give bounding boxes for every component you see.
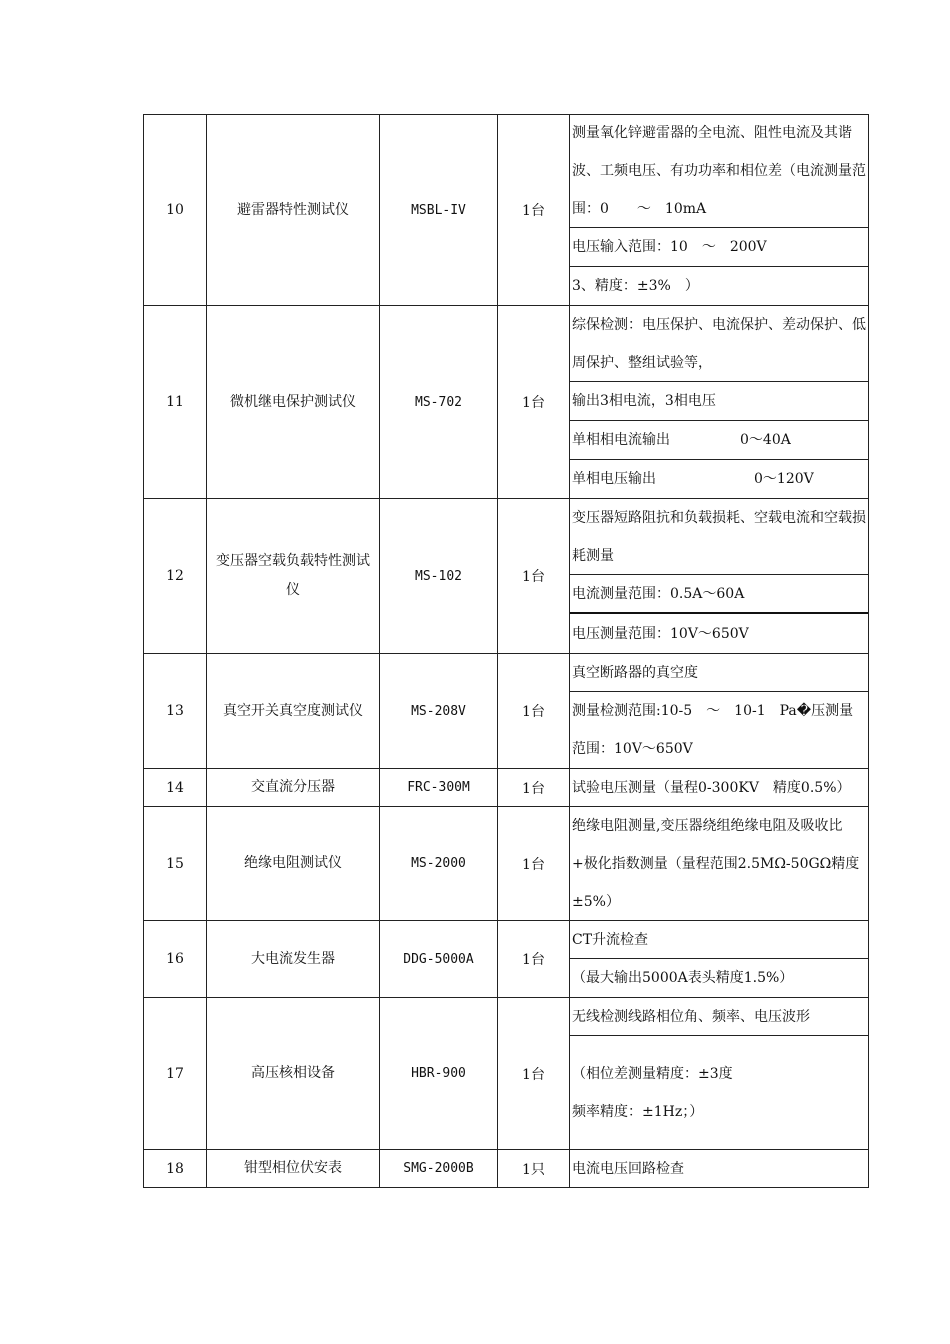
- table-row: [144, 654, 869, 769]
- table-row: [144, 769, 869, 807]
- spec-line: 3、精度：±3% ）: [572, 278, 699, 294]
- spec-line: 绝缘电阻测量,变压器绕组绝缘电阻及吸收比+极化指数测量（量程范围2.5MΩ-50GΩ精度±5%）: [572, 817, 860, 910]
- equipment-quantity: 1台: [498, 807, 570, 921]
- equipment-model: MS-702: [380, 306, 498, 499]
- spec-cell: [570, 306, 869, 499]
- equipment-quantity: 1台: [498, 654, 570, 769]
- table-row: [144, 1150, 869, 1188]
- table-row: [144, 998, 869, 1150]
- equipment-name: 变压器空载负载特性测试仪: [207, 499, 380, 654]
- spec-line: 无线检测线路相位角、频率、电压波形: [570, 998, 868, 1036]
- equipment-name: 交直流分压器: [207, 769, 380, 807]
- table-row: [144, 499, 869, 654]
- row-number: 12: [144, 499, 207, 654]
- row-number: 16: [144, 921, 207, 998]
- spec-line: CT升流检查: [570, 921, 868, 959]
- spec-line: （相位差测量精度：±3度 频率精度：±1Hz；）: [572, 1065, 887, 1120]
- spec-cell: [570, 998, 887, 1150]
- spec-cell: [570, 1150, 869, 1188]
- spec-line: 测量检测范围:10-5 ～ 10-1 Pa�压测量范围：10V～650V: [572, 703, 854, 757]
- equipment-name: 大电流发生器: [207, 921, 380, 998]
- spec-line: （最大输出5000A表头精度1.5%）: [572, 970, 794, 986]
- equipment-model: MSBL-IV: [380, 115, 498, 306]
- equipment-quantity: 1台: [498, 921, 570, 998]
- equipment-name: 绝缘电阻测试仪: [207, 807, 380, 921]
- spec-line: 输出3相电流，3相电压: [570, 382, 868, 421]
- equipment-model: MS-102: [380, 499, 498, 654]
- spec-line: 电压输入范围：10 ～ 200V: [570, 228, 868, 267]
- row-number: 11: [144, 306, 207, 499]
- equipment-quantity: 1台: [498, 306, 570, 499]
- equipment-model: HBR-900: [380, 998, 498, 1150]
- spec-line: 变压器短路阻抗和负载损耗、空载电流和空载损耗测量: [570, 499, 868, 575]
- equipment-name: 真空开关真空度测试仪: [207, 654, 380, 769]
- row-number: 18: [144, 1150, 207, 1188]
- row-number: 17: [144, 998, 207, 1150]
- spec-line: 电流测量范围：0.5A～60A: [570, 575, 868, 614]
- table-row: [144, 115, 869, 306]
- row-number: 10: [144, 115, 207, 306]
- equipment-name: 避雷器特性测试仪: [207, 115, 380, 306]
- equipment-quantity: 1台: [498, 769, 570, 807]
- equipment-model: MS-2000: [380, 807, 498, 921]
- spec-cell: [570, 807, 869, 921]
- spec-cell: [570, 654, 869, 769]
- spec-line: 电流电压回路检查: [572, 1160, 684, 1177]
- equipment-model: MS-208V: [380, 654, 498, 769]
- equipment-model: SMG-2000B: [380, 1150, 498, 1188]
- table-row: [144, 306, 869, 499]
- equipment-model: FRC-300M: [380, 769, 498, 807]
- spec-line: 真空断路器的真空度: [570, 654, 868, 692]
- equipment-name: 钳型相位伏安表: [207, 1150, 380, 1188]
- equipment-name: 微机继电保护测试仪: [207, 306, 380, 499]
- equipment-quantity: 1台: [498, 115, 570, 306]
- equipment-name: 高压核相设备: [207, 998, 380, 1150]
- spec-line: 单相电压输出 0～120V: [572, 471, 814, 487]
- equipment-model: DDG-5000A: [380, 921, 498, 998]
- row-number: 13: [144, 654, 207, 769]
- equipment-quantity: 1只: [498, 1150, 570, 1188]
- spec-cell: [570, 769, 869, 807]
- spec-cell: [570, 115, 869, 306]
- spec-line: 试验电压测量（量程0-300KV 精度0.5%）: [572, 779, 851, 796]
- spec-cell: [570, 921, 869, 998]
- equipment-table: [143, 114, 887, 1188]
- spec-line: 单相相电流输出 0～40A: [570, 421, 868, 460]
- spec-line: 电压测量范围：10V～650V: [572, 625, 749, 642]
- equipment-quantity: 1台: [498, 499, 570, 654]
- row-number: 15: [144, 807, 207, 921]
- table-row: [144, 807, 869, 921]
- row-number: 14: [144, 769, 207, 807]
- spec-line: 综保检测：电压保护、电流保护、差动保护、低周保护、整组试验等，: [570, 306, 868, 382]
- spec-line: 测量氧化锌避雷器的全电流、阻性电流及其谐波、工频电压、有功功率和相位差（电流测量范围：0 ～ 10mA: [570, 115, 868, 228]
- table-row: [144, 921, 869, 998]
- equipment-quantity: 1台: [498, 998, 570, 1150]
- spec-cell: [570, 499, 869, 654]
